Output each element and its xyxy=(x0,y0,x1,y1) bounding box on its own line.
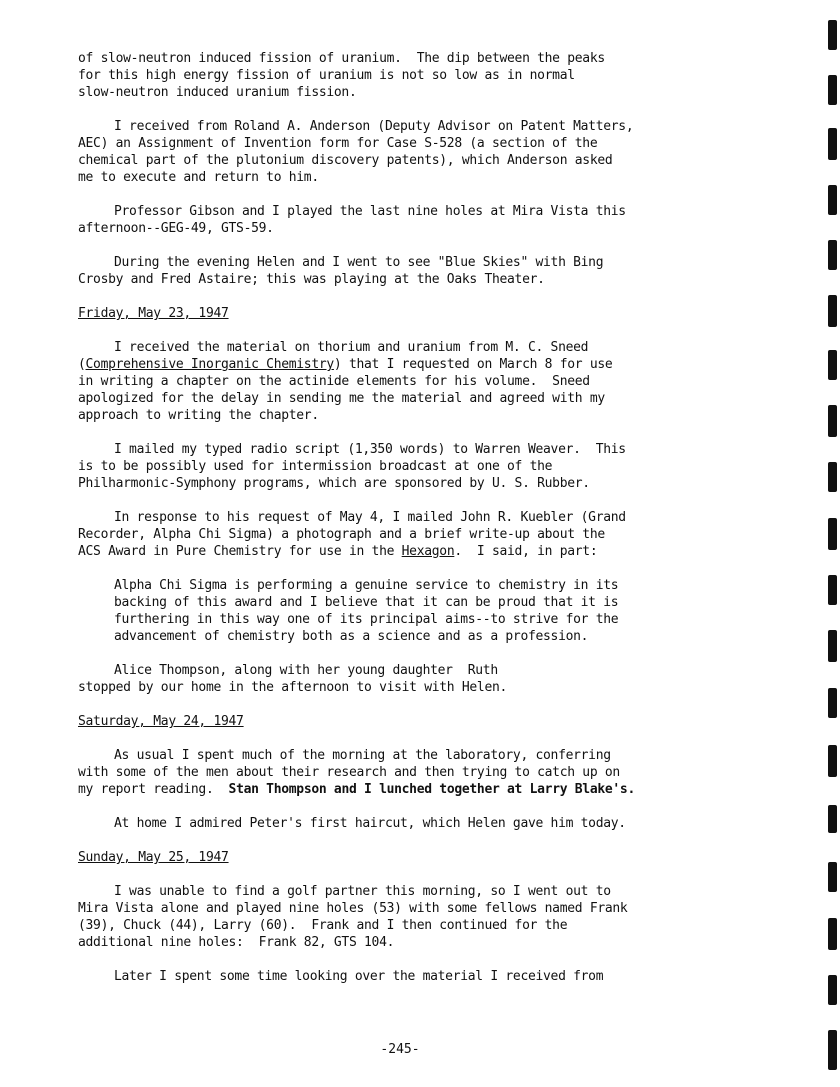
kuebler-text-end: . I said, in part: xyxy=(454,544,598,559)
paragraph-radio-script: I mailed my typed radio script (1,350 words) to Warren Weaver. This is to be possibly used for intermission broadcast at one of the Philharmonic-Symphony programs, which are sponsored by U. S. Rubber. xyxy=(78,442,626,491)
scan-mark xyxy=(828,630,837,662)
scan-mark xyxy=(828,350,837,380)
page-number: -245- xyxy=(380,1042,420,1057)
scan-mark xyxy=(828,462,837,492)
paragraph-anderson: I received from Roland A. Anderson (Deputy Advisor on Patent Matters, AEC) an Assignment of Invention form for Case S-528 (a section of the chemical part of the plutonium discovery patents), which Anderson asked me to execute and return to him. xyxy=(78,119,634,185)
paragraph-later: Later I spent some time looking over the material I received from xyxy=(114,969,604,984)
scan-mark xyxy=(828,805,837,833)
heading-friday: Friday, May 23, 1947 xyxy=(78,306,229,321)
paragraph-blue-skies: During the evening Helen and I went to see "Blue Skies" with Bing Crosby and Fred Astaire; this was playing at the Oaks Theater. xyxy=(78,255,604,287)
paragraph-alice-thompson: Alice Thompson, along with her young daughter Ruth stopped by our home in the afternoon to visit with Helen. xyxy=(78,663,508,695)
scan-mark xyxy=(828,20,837,50)
paragraph-golf-mira-vista: I was unable to find a golf partner this morning, so I went out to Mira Vista alone and played nine holes (53) with some fellows named Frank (39), Chuck (44), Larry (60). Frank and I then continued for the additional nine holes: Frank 82, GTS 104. xyxy=(78,884,628,950)
heading-sunday: Sunday, May 25, 1947 xyxy=(78,850,229,865)
scan-mark xyxy=(828,918,837,950)
scan-mark xyxy=(828,295,837,327)
sneed-text-start: I received the material on thorium and uranium from M. C. Sneed ( xyxy=(78,340,589,372)
paragraph-kuebler xyxy=(78,509,758,560)
block-quote: Alpha Chi Sigma is performing a genuine service to chemistry in its backing of this award and I believe that it can be proud that it is furthering in this way one of its principal aims--to strive for the advancement of chemistry both as a science and as a profession. xyxy=(114,578,619,644)
paragraph-haircut: At home I admired Peter's first haircut, which Helen gave him today. xyxy=(114,816,626,831)
document-body xyxy=(78,50,758,1002)
scan-mark xyxy=(828,745,837,777)
paragraph-golf-gibson: Professor Gibson and I played the last nine holes at Mira Vista this afternoon--GEG-49, GTS-59. xyxy=(78,204,626,236)
heading-saturday: Saturday, May 24, 1947 xyxy=(78,714,244,729)
scan-mark xyxy=(828,518,837,550)
scan-mark xyxy=(828,405,837,437)
paragraph-laboratory xyxy=(78,747,758,798)
paragraph-fission: of slow-neutron induced fission of uranium. The dip between the peaks for this high energy fission of uranium is not so low as in normal slow-neutron induced uranium fission. xyxy=(78,51,605,100)
scan-mark xyxy=(828,862,837,892)
scan-mark xyxy=(828,575,837,605)
scan-mark xyxy=(828,240,837,270)
scan-mark xyxy=(828,975,837,1005)
lunch-note: Stan Thompson and I lunched together at Larry Blake's. xyxy=(228,782,635,797)
paragraph-sneed xyxy=(78,339,758,424)
sneed-text-end: ) that I requested on March 8 for use in writing a chapter on the actinide elements for his volume. Sneed apologized for the delay in sending me the material and agreed with my approach to writing the chapter. xyxy=(78,357,613,423)
laboratory-text: As usual I spent much of the morning at the laboratory, conferring with some of the men about their research and then trying to catch up on my report reading. xyxy=(78,748,620,797)
scan-mark xyxy=(828,1030,837,1070)
book-title: Comprehensive Inorganic Chemistry xyxy=(85,357,334,372)
scan-mark xyxy=(828,185,837,215)
scan-mark xyxy=(828,128,837,160)
hexagon-title: Hexagon xyxy=(401,544,455,559)
kuebler-text-start: In response to his request of May 4, I mailed John R. Kuebler (Grand Recorder, Alpha Chi Sigma) a photograph and a brief write-up about the ACS Award in Pure Chemistry for use in the xyxy=(78,510,626,559)
scan-mark xyxy=(828,688,837,718)
scan-mark xyxy=(828,75,837,105)
scan-edge-marks xyxy=(828,0,840,1087)
